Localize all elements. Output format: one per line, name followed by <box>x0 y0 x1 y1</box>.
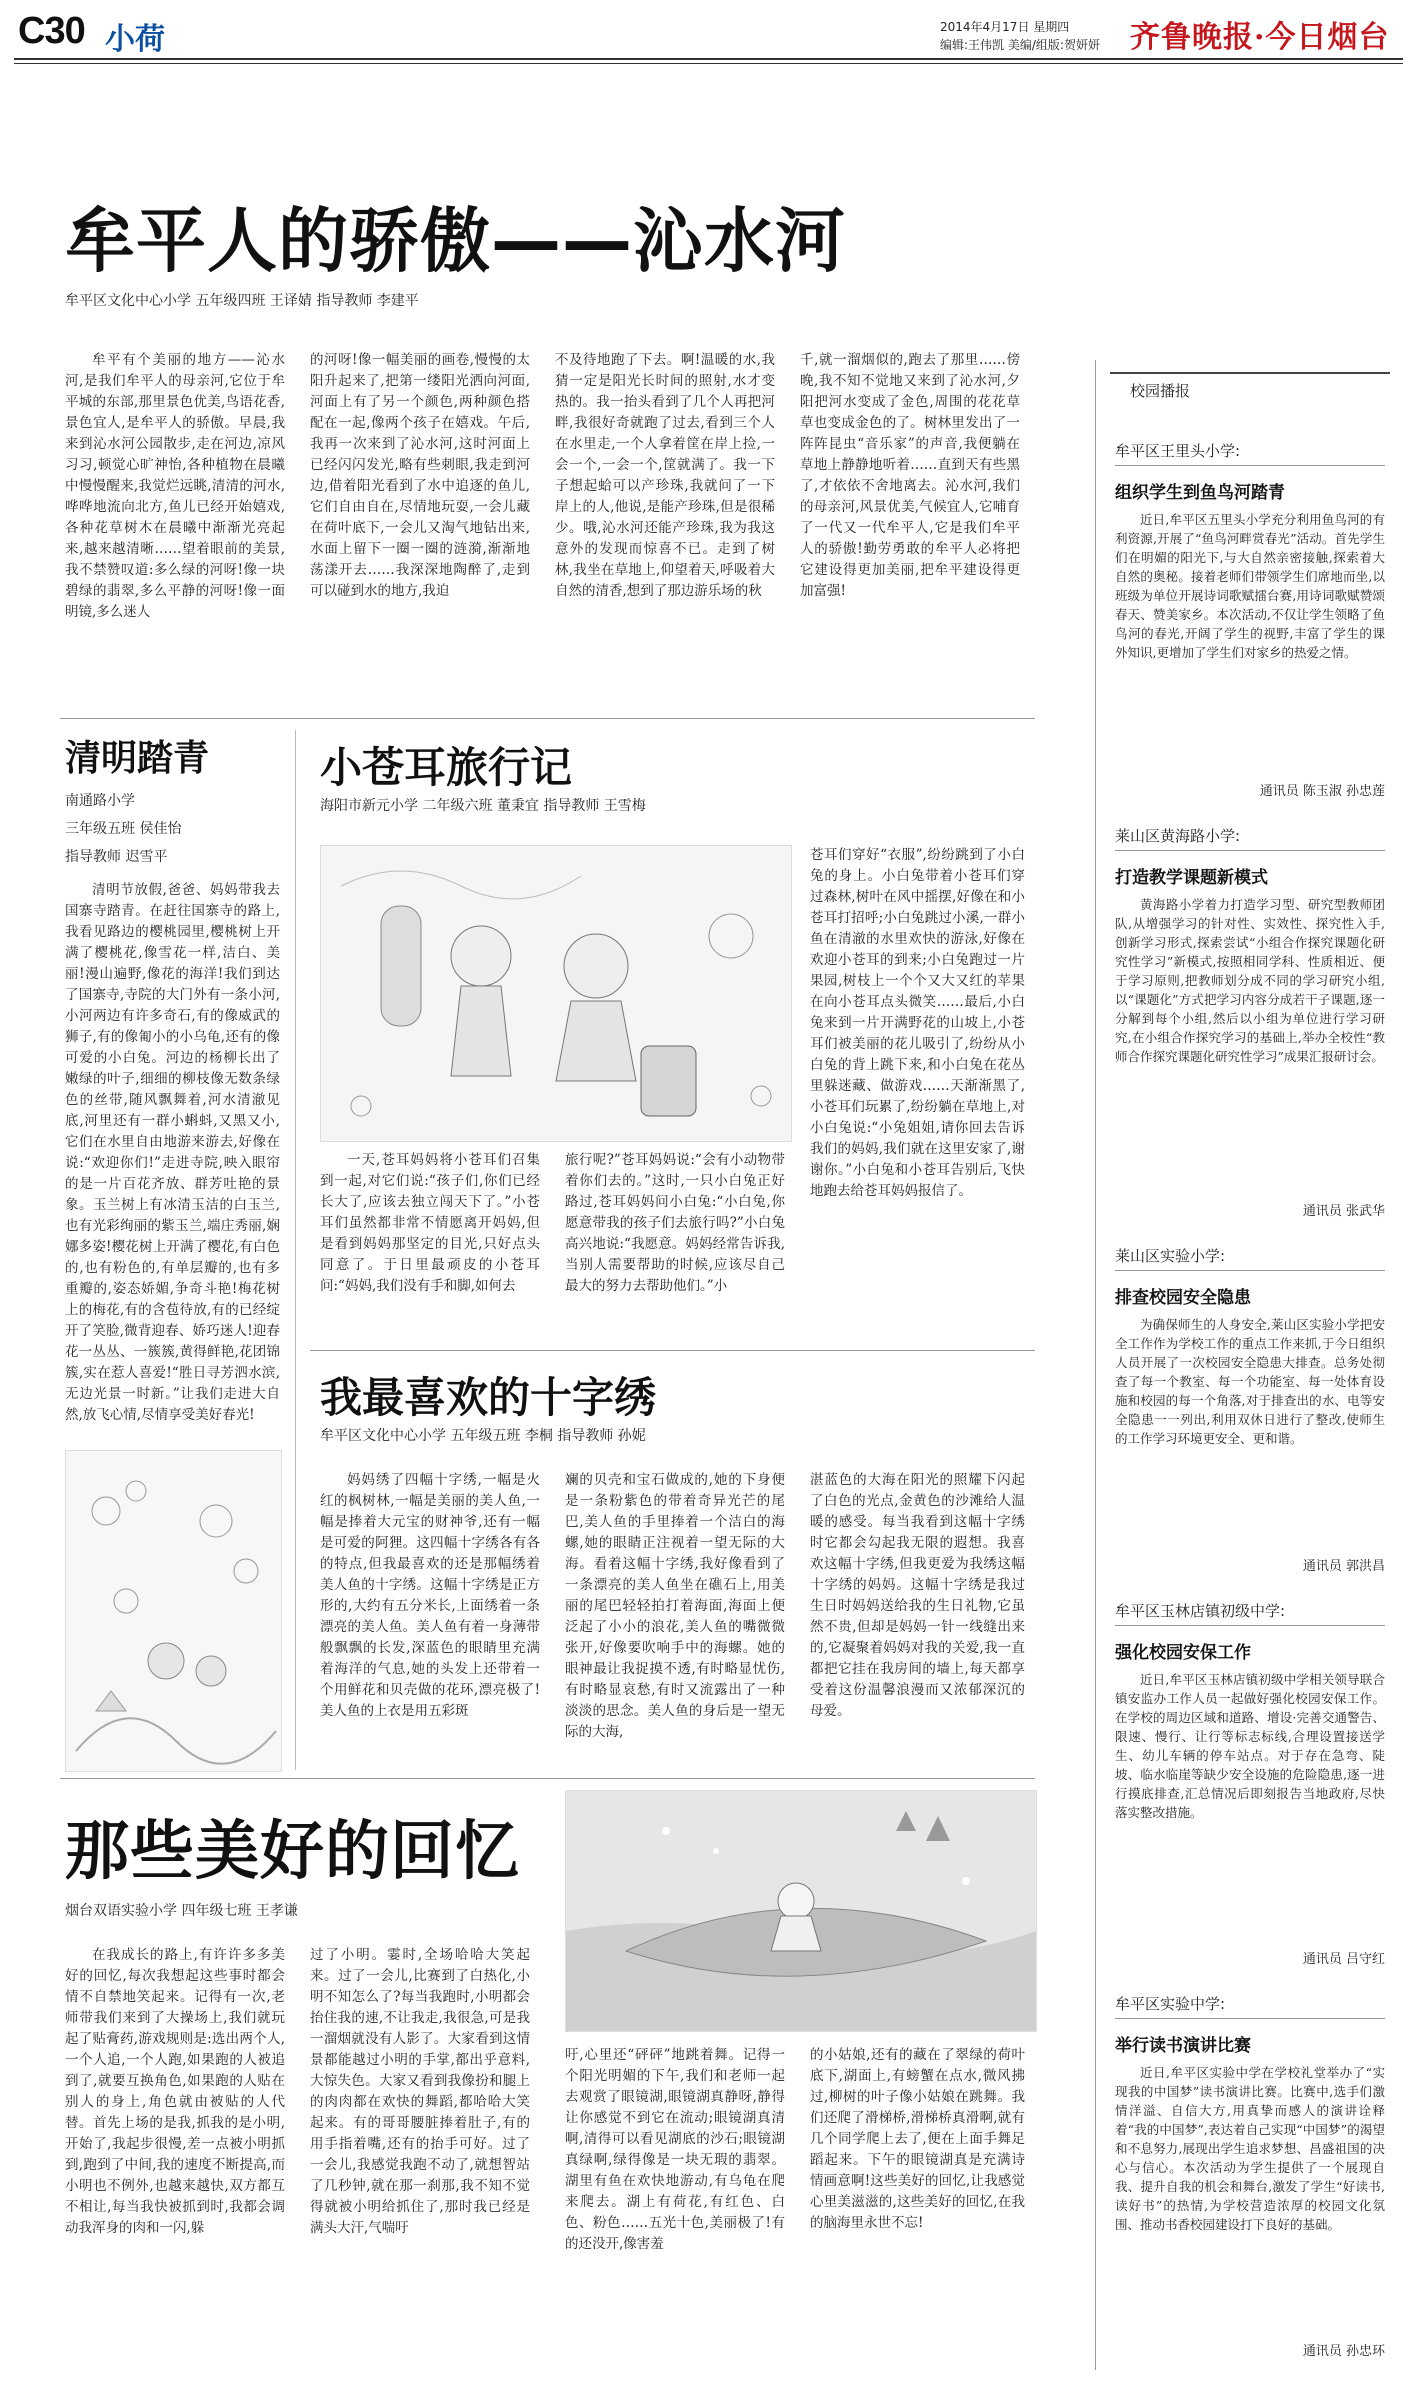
newspaper-brand: 齐鲁晚报·今日烟台 <box>1130 20 1390 55</box>
spring-outing-illustration <box>65 1450 282 1772</box>
header-rule <box>14 58 1403 60</box>
sidebar-item-3-title: 排查校园安全隐患 <box>1115 1288 1251 1308</box>
sidebar-item-3-body: 为确保师生的人身安全,莱山区实验小学把安全工作作为学校工作的重点工作来抓,于今日组织人员开展了一次校园安全隐患大排查。总务处彻查了每一个教室、每一个功能室、每一处体育设施和校园的每一个角落,对于排查出的水、电等安全隐患一一列出,利用双休日进行了整改,使师生的工作学习环境更安全、更和谐。 <box>1115 1317 1385 1446</box>
section-divider <box>60 718 1035 719</box>
article3-column-3: 苍耳们穿好“衣服”,纷纷跳到了小白兔的身上。小白兔带着小苍耳们穿过森林,树叶在风中摇摆,好像在和小苍耳打招呼;小白兔跳过小溪,一群小鱼在清澈的水里欢快的游泳,好像在欢迎小苍耳的到来;小白兔跑过一片果园,树枝上一个个又大又红的苹果在向小苍耳点头微笑……最后,小白兔来到一片开满野花的山坡上,小苍耳们被美丽的花儿吸引了,纷纷从小白兔的背上跳下来,和小白兔在花丛里躲迷藏、做游戏……天渐渐黑了,小苍耳们玩累了,纷纷躺在草地上,对小白兔说:“小兔姐姐,请你回去告诉我们的妈妈,我们就在这里安家了,谢谢你。”小白兔和小苍耳告别后,飞快地跑去给苍耳妈妈报信了。 <box>810 847 1025 1199</box>
header-rule-thin <box>14 63 1403 64</box>
sidebar-item-3-credit: 通讯员 郭洪昌 <box>1302 1559 1385 1574</box>
issue-date: 2014年4月17日 星期四 <box>940 20 1070 34</box>
sidebar-item-2-rule <box>1115 850 1385 851</box>
article5-column-4: 的小姑娘,还有的藏在了翠绿的荷叶底下,湖面上,有螃蟹在点水,微风拂过,柳树的叶子像小姑娘在跳舞。我们还爬了滑梯桥,滑梯桥真滑啊,就有几个同学爬上去了,便在上面手舞足蹈起来。下午的眼镜湖真是充满诗情画意啊!这些美好的回忆,让我感觉心里美滋滋的,这些美好的回忆,在我的脑海里永世不忘! <box>810 2047 1025 2231</box>
sidebar-item-1-credit: 通讯员 陈玉淑 孙忠莲 <box>1259 784 1385 799</box>
article3-column-2: 旅行呢?”苍耳妈妈说:“会有小动物带着你们去的。”这时,一只小白兔正好路过,苍耳妈妈问小白兔:“小白兔,你愿意带我的孩子们去旅行吗?”小白兔高兴地说:“我愿意。妈妈经常告诉我,当别人需要帮助的时候,应该尽自己最大的努力去帮助他们。”小 <box>565 1152 785 1294</box>
sidebar-item-3-rule <box>1115 1270 1385 1271</box>
sidebar-item-4-rule <box>1115 1625 1385 1626</box>
sidebar-item-5-body: 近日,牟平区实验中学在学校礼堂举办了“实现我的中国梦”读书演讲比赛。比赛中,选手们激情洋溢、自信大方,用真挚而感人的演讲诠释着“我的中国梦”,表达着自己实现“中国梦”的渴望和不息努力,展现出学生追求梦想、昌盛祖国的决心与信心。本次活动为学生提供了一个展现自我、提升自我的机会和舞台,激发了学生“好读书,读好书”的热情,为学校营造浓厚的校园文化氛围、推动书香校园建设打下良好的基础。 <box>1115 2065 1385 2232</box>
article4-column-2: 斓的贝壳和宝石做成的,她的下身便是一条粉紫色的带着奇异光芒的尾巴,美人鱼的手里捧着一个洁白的海螺,她的眼睛正注视着一望无际的大海。看着这幅十字绣,我好像看到了一条漂亮的美人鱼坐在礁石上,用美丽的尾巴轻轻拍打着海面,海面上便泛起了小小的浪花,美人鱼的嘴微微张开,好像要吹响手中的海螺。她的眼神最让我捉摸不透,有时略显忧伤,有时略显哀愁,有时又流露出了一种淡淡的思念。美人鱼的身后是一望无际的大海, <box>565 1472 785 1740</box>
sidebar-item-4-title: 强化校园安保工作 <box>1115 1643 1251 1663</box>
article4-column-1: 妈妈绣了四幅十字绣,一幅是火红的枫树林,一幅是美丽的美人鱼,一幅是捧着大元宝的财神爷,还有一幅是可爱的阿狸。这四幅十字绣各有各的特点,但我最喜欢的还是那幅绣着美人鱼的十字绣。这幅十字绣是正方形的,大约有五分米长,上面绣着一条漂亮的美人鱼。美人鱼有着一身薄带般飘飘的长发,深蓝色的眼睛里充满着海洋的气息,她的头发上还带着一个用鲜花和贝壳做的花环,漂亮极了!美人鱼的上衣是用五彩斑 <box>320 1472 540 1719</box>
column-divider <box>295 730 296 1770</box>
article3-column-1: 一天,苍耳妈妈将小苍耳们召集到一起,对它们说:“孩子们,你们已经长大了,应该去独立闯天下了。”小苍耳们虽然都非常不情愿离开妈妈,但是看到妈妈那坚定的目光,只好点头同意了。于日里最顽皮的小苍耳问:“妈妈,我们没有手和脚,如何去 <box>320 1152 540 1294</box>
sidebar-item-5-region: 牟平区实验中学: <box>1115 1995 1226 2013</box>
article5-column-1: 在我成长的路上,有许许多多美好的回忆,每次我想起这些事时都会情不自禁地笑起来。记得有一次,老师带我们来到了大操场上,我们就玩起了贴膏药,游戏规则是:选出两个人,一个人追,一个人跑,如果跑的人被追到了,就要互换角色,如果跑的人贴在别人的身上,角色就由被贴的人代替。首先上场的是我,抓我的是小明,开始了,我起步很慢,差一点被小明抓到,跑到了中间,我的速度不断提高,而小明也不例外,也越来越快,双方都互不相让,每当我快被抓到时,我都会调动我浑身的肉和一闪,躲 <box>65 1947 285 2236</box>
sidebar-item-1-region: 牟平区王里头小学: <box>1115 442 1241 460</box>
article2-author: 三年级五班 侯佳怡 <box>65 821 182 837</box>
article2-title: 清明踏青 <box>65 738 210 779</box>
article5-title: 那些美好的回忆 <box>65 1815 520 1889</box>
children-travel-illustration <box>320 845 792 1142</box>
section-name: 小荷 <box>105 22 165 57</box>
article1-column-1: 牟平有个美丽的地方——沁水河,是我们牟平人的母亲河,它位于牟平城的东部,那里景色优美,鸟语花香,景色宜人,是牟平人的骄傲。早晨,我来到沁水河公园散步,走在河边,凉风习习,顿觉心旷神怡,各种植物在晨曦中慢慢醒来,我觉烂远眺,清清的河水,哗哗地流向北方,鱼儿已经开始嬉戏,各种花草树木在晨曦中渐渐光亮起来,越来越清晰……望着眼前的美景,我不禁赞叹道:多么绿的河呀!像一块碧绿的翡翠,多么平静的河呀!像一面明镜,多么迷人 <box>65 352 285 620</box>
article3-title: 小苍耳旅行记 <box>320 743 573 792</box>
sidebar-item-4-region: 牟平区玉林店镇初级中学: <box>1115 1602 1286 1620</box>
sidebar-item-1-title: 组织学生到鱼鸟河踏青 <box>1115 483 1285 503</box>
section-divider-2 <box>310 1350 1035 1351</box>
sidebar-item-1-rule <box>1115 465 1385 466</box>
article5-column-2: 过了小明。霎时,全场哈哈大笑起来。过了一会儿,比赛到了白热化,小明不知怎么了?每当我跑时,小明都会抬住我的速,不让我走,我很急,可是我一溜烟就没有人影了。大家看到这情景都能越过小明的手掌,都出乎意料,大惊失色。大家又看到我像扮和腿上的肉肉都在欢快的舞蹈,都哈哈大笑起来。有的哥哥腰脏捧着肚子,有的用手指着嘴,还有的抬手可好。过了一会儿,我感觉我跑不动了,就想智站了几秒钟,就在那一刹那,我不知不觉得就被小明给抓住了,那时我已经是满头大汗,气喘吁 <box>310 1947 530 2236</box>
article4-column-3: 湛蓝色的大海在阳光的照耀下闪起了白色的光点,金黄色的沙滩给人温暖的感受。每当我看到这幅十字绣时它都会勾起我无限的遐想。我喜欢这幅十字绣,但我更爱为我绣这幅十字绣的妈妈。这幅十字绣是我过生日时妈妈送给我的生日礼物,它虽然不贵,但却是妈妈一针一线缝出来的,它凝聚着妈妈对我的关爱,我一直都把它挂在我房间的墙上,每天都享受着这份温馨浪漫而又浓郁深沉的母爱。 <box>810 1472 1025 1719</box>
article4-title: 我最喜欢的十字绣 <box>320 1373 657 1422</box>
article1-column-3: 不及待地跑了下去。啊!温暖的水,我猜一定是阳光长时间的照射,水才变热的。我一抬头看到了几个人再把河畔,我很好奇就跑了过去,看到三个人在水里走,一个人拿着筐在岸上捡,一会一个,一会一个,筐就满了。我一下子想起蛤可以产珍珠,我就问了一下岸上的人,他说,是能产珍珠,但是很稀少。哦,沁水河还能产珍珠,我为我这意外的发现而惊喜不已。走到了树林,我坐在草地上,仰望着天,呼吸着大自然的清香,想到了那边游乐场的秋 <box>555 352 775 599</box>
sidebar-item-2-credit: 通讯员 张武华 <box>1302 1204 1385 1219</box>
sidebar-tag-rule <box>1110 372 1390 374</box>
article1-title: 牟平人的骄傲——沁水河 <box>65 200 846 282</box>
sidebar-item-5-rule <box>1115 2018 1385 2019</box>
sidebar-divider <box>1095 360 1096 2370</box>
sidebar-item-5-credit: 通讯员 孙忠环 <box>1302 2344 1385 2359</box>
page-number: C30 <box>18 10 85 52</box>
sidebar-tag: 校园播报 <box>1130 382 1191 400</box>
article5-column-3: 吁,心里还“砰砰”地跳着舞。记得一个阳光明媚的下午,我们和老师一起去观赏了眼镜湖,眼镜湖真静呀,静得让你感觉不到它在流动;眼镜湖真清啊,清得可以看见湖底的沙石;眼镜湖真绿啊,绿得像是一块无瑕的翡翠。湖里有鱼在欢快地游动,有乌龟在爬来爬去。湖上有荷花,有红色、白色、粉色……五光十色,美丽极了!有的还没开,像害羞 <box>565 2047 785 2252</box>
article1-byline: 牟平区文化中心小学 五年级四班 王译婧 指导教师 李建平 <box>65 293 419 309</box>
girl-on-leaf-illustration <box>565 1790 1037 2032</box>
article1-column-2: 的河呀!像一幅美丽的画卷,慢慢的太阳升起来了,把第一缕阳光洒向河面,河面上有了另一个颜色,两种颜色搭配在一起,像两个孩子在嬉戏。午后,我再一次来到了沁水河,这时河面上已经闪闪发光,略有些刺眼,我走到河边,借着阳光看到了水中追逐的鱼儿,它们自由自在,尽情地玩耍,一会儿藏在荷叶底下,一会儿又淘气地钻出来,水面上留下一圈一圈的涟漪,渐渐地荡漾开去……我深深地陶醉了,走到可以碰到水的地方,我迫 <box>310 352 530 599</box>
article3-byline: 海阳市新元小学 二年级六班 董秉宜 指导教师 王雪梅 <box>320 798 646 814</box>
section-divider-3 <box>60 1778 1035 1779</box>
article2-body: 清明节放假,爸爸、妈妈带我去国寨寺踏青。在赶往国寨寺的路上,我看见路边的樱桃园里,樱桃树上开满了樱桃花,像雪花一样,洁白、美丽!漫山遍野,像花的海洋!我们到达了国寨寺,寺院的大门外有一条小河,小河两边有许多奇石,有的像威武的狮子,有的像匍小的小乌龟,还有的像可爱的小白兔。河边的杨柳长出了嫩绿的叶子,细细的柳枝像无数条绿色的丝带,随风飘舞着,河水清澈见底,河里还有一群小蝌蚪,又黑又小,它们在水里自由地游来游去,好像在说:“欢迎你们!”走进寺院,映入眼帘的是一片百花齐放、群芳吐艳的景象。玉兰树上有冰清玉洁的白玉兰,也有光彩绚丽的紫玉兰,端庄秀丽,娴娜多姿!樱花树上开满了樱花,有白色的,也有粉色的,有单层瓣的,也有多重瓣的,姿态娇媚,争奇斗艳!梅花树上的梅花,有的含苞待放,有的已经绽开了笑脸,微背迎春、娇巧迷人!迎春花一丛丛、一簇簇,黄得鲜艳,花团锦簇,实在惹人喜爱!“胜日寻芳泗水滨,无边光景一时新。”让我们走进大自然,放飞心情,尽情享受美好春光! <box>65 882 280 1423</box>
article4-byline: 牟平区文化中心小学 五年级五班 李桐 指导教师 孙妮 <box>320 1428 646 1444</box>
sidebar-item-2-body: 黄海路小学着力打造学习型、研究型教师团队,从增强学习的针对性、实效性、探究性入手,创新学习形式,探索尝试“小组合作探究课题化研究性学习”新模式,按照相同学科、性质相近、便于学习原则,把教师划分成不同的学习研究小组,以“课题化”方式把学习内容分成若干子课题,逐一分解到每个小组,然后以小组为单位进行学习研究,在小组合作探究学习的基础上,举办全校性“教师合作探究课题化研究性学习”成果汇报研讨会。 <box>1115 897 1385 1064</box>
article2-teacher: 指导教师 迟雪平 <box>65 849 168 865</box>
sidebar-item-4-credit: 通讯员 吕守红 <box>1302 1952 1385 1967</box>
sidebar-item-4-body: 近日,牟平区玉林店镇初级中学相关领导联合镇安监办工作人员一起做好强化校园安保工作。在学校的周边区域和道路、增设·完善交通警告、限速、慢行、让行等标志标线,合理设置接送学生、幼儿车辆的停车站点。对于存在急弯、陡坡、临水临崖等缺少安全设施的危险隐患,逐一进行摸底排查,汇总情况后即刻报告当地政府,尽快落实整改措施。 <box>1115 1672 1385 1820</box>
editor-credit: 编辑:王伟凯 美编/组版:贺妍妍 <box>940 38 1100 52</box>
sidebar-item-3-region: 莱山区实验小学: <box>1115 1247 1226 1265</box>
sidebar-item-2-title: 打造教学课题新模式 <box>1115 868 1268 888</box>
article5-byline: 烟台双语实验小学 四年级七班 王孝谦 <box>65 1903 298 1919</box>
sidebar-item-2-region: 莱山区黄海路小学: <box>1115 827 1241 845</box>
sidebar-item-1-body: 近日,牟平区五里头小学充分利用鱼鸟河的有利资源,开展了“鱼鸟河畔赏春光”活动。首先学生们在明媚的阳光下,与大自然亲密接触,探索着大自然的奥秘。接着老师们带领学生们席地而坐,以班级为单位开展诗词歌赋擂台赛,用诗词歌赋赞颂春天、赞美家乡。本次活动,不仅让学生领略了鱼鸟河的春光,开阔了学生的视野,丰富了学生的课外知识,更增加了学生们对家乡的热爱之情。 <box>1115 512 1385 660</box>
sidebar-item-5-title: 举行读书演讲比赛 <box>1115 2036 1251 2056</box>
article2-school: 南通路小学 <box>65 793 135 809</box>
article1-column-4: 千,就一溜烟似的,跑去了那里……傍晚,我不知不觉地又来到了沁水河,夕阳把河水变成了金色,周围的花花草草也变成金色的了。树林里发出了一阵阵昆虫“音乐家”的声音,我便躺在草地上静静地听着……直到天有些黑了,才依依不舍地离去。沁水河,我们的母亲河,风景优美,气候宜人,它哺育了一代又一代牟平人,它是我们牟平人的骄傲!勤劳勇敢的牟平人必将把它建设得更加美丽,把牟平建设得更加富强! <box>800 352 1020 599</box>
